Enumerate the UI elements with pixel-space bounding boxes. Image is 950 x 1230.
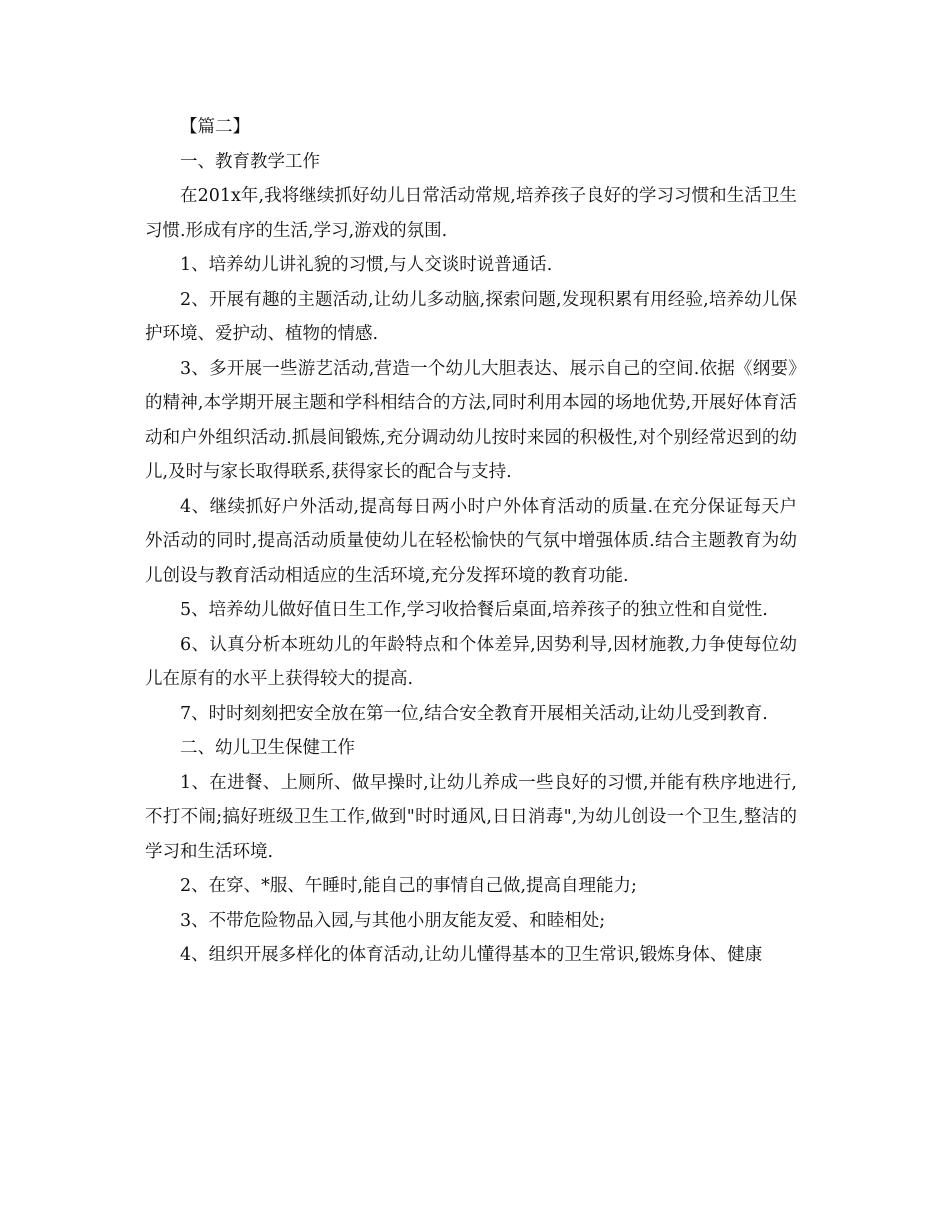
paragraph: 7、时时刻刻把安全放在第一位,结合安全教育开展相关活动,让幼儿受到教育. [180, 703, 768, 724]
paragraph: 在201x年,我将继续抓好幼儿日常活动常规,培养孩子良好的学习习惯和生活卫生习惯.形成有序的生活,学习,游戏的氛围. [145, 186, 797, 241]
section-heading-1: 一、教育教学工作 [180, 151, 320, 172]
document-page [145, 110, 797, 973]
paragraph: 3、不带危险物品入园,与其他小朋友能友爱、和睦相处; [180, 910, 606, 931]
paragraph: 4、组织开展多样化的体育活动,让幼儿懂得基本的卫生常识,锻炼身体、健康 [180, 945, 763, 965]
paragraph: 3、多开展一些游艺活动,营造一个幼儿大胆表达、展示自己的空间.依据《纲要》的精神,本学期开展主题和学科相结合的方法,同时利用本园的场地优势,开展好体育活动和户外组织活动.抓晨间锻炼,充分调动幼儿按时来园的积极性,对个别经常迟到的幼儿,及时与家长取得联系,获得家长的配合与支持. [145, 358, 797, 482]
paragraph: 5、培养幼儿做好值日生工作,学习收拾餐后桌面,培养孩子的独立性和自觉性. [180, 600, 768, 620]
paragraph: 2、在穿、*服、午睡时,能自己的事情自己做,提高自理能力; [180, 876, 637, 896]
section-heading-2: 二、幼儿卫生保健工作 [180, 738, 355, 758]
paragraph: 2、开展有趣的主题活动,让幼儿多动脑,探索问题,发现积累有用经验,培养幼儿保护环境、爱护动、植物的情感. [145, 289, 797, 344]
section-title: 【篇二】 [180, 117, 250, 137]
paragraph: 4、继续抓好户外活动,提高每日两小时户外体育活动的质量.在充分保证每天户外活动的同时,提高活动质量使幼儿在轻松愉快的气氛中增强体质.结合主题教育为幼儿创设与教育活动相适应的生活环境,充分发挥环境的教育功能. [145, 496, 797, 586]
paragraph: 1、培养幼儿讲礼貌的习惯,与人交谈时说普通话. [180, 255, 553, 275]
paragraph: 1、在进餐、上厕所、做早操时,让幼儿养成一些良好的习惯,并能有秩序地进行,不打不闹;搞好班级卫生工作,做到"时时通风,日日消毒",为幼儿创设一个卫生,整洁的学习和生活环境. [145, 772, 797, 862]
paragraph: 6、认真分析本班幼儿的年龄特点和个体差异,因势利导,因材施教,力争使每位幼儿在原有的水平上获得较大的提高. [145, 634, 797, 689]
